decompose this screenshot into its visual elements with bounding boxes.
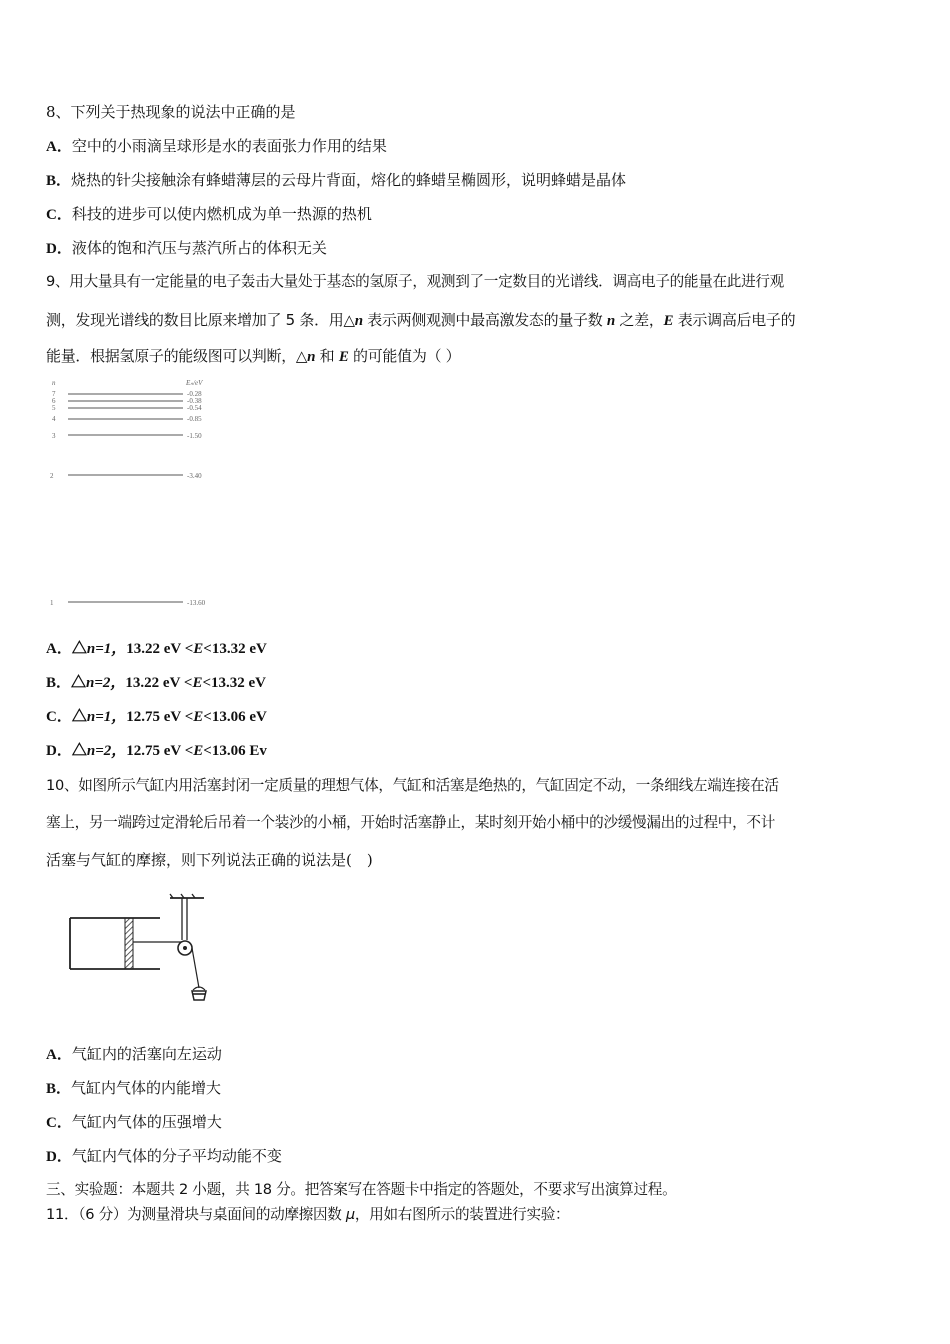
option-letter: B． — [46, 675, 72, 691]
text: 表示调高后电子的 — [673, 311, 796, 329]
text: 的可能值为（ ） — [348, 347, 461, 365]
q10-option-b — [46, 1078, 221, 1099]
q10-option-c — [46, 1112, 222, 1133]
math-e: E — [193, 709, 204, 725]
option-letter: D． — [46, 241, 72, 257]
option-text: 气缸内气体的分子平均动能不变 — [71, 1147, 282, 1165]
q8-option-d — [46, 238, 327, 259]
option-range: 12.75 eV < — [126, 709, 194, 725]
q9-option-a — [46, 639, 267, 659]
level-n: 5 — [52, 404, 56, 412]
option-letter: A． — [46, 1047, 72, 1063]
q10-option-a — [46, 1044, 222, 1065]
q8-stem: 8、下列关于热现象的说法中正确的是 — [46, 103, 296, 121]
math-n: n — [606, 313, 615, 329]
option-upper: <13.06 eV — [203, 709, 267, 725]
text: 能量．根据氢原子的能级图可以判断，△ — [46, 347, 308, 365]
option-dn: n=2， — [86, 675, 126, 691]
q8-option-a — [46, 136, 387, 157]
math-e: E — [193, 743, 204, 759]
level-energy: -0.38 — [187, 397, 202, 405]
option-range: 12.75 eV < — [126, 743, 194, 759]
level-n: 7 — [52, 390, 56, 398]
level-energy: -13.60 — [187, 599, 206, 607]
delta-symbol: △ — [71, 743, 87, 759]
cylinder-pulley-diagram — [60, 880, 220, 1010]
math-e: E — [338, 349, 349, 365]
delta-symbol: △ — [71, 641, 87, 657]
option-text: 烧热的针尖接触涂有蜂蜡薄层的云母片背面，熔化的蜂蜡呈椭圆形，说明蜂蜡是晶体 — [71, 171, 627, 189]
axis-n-label: n — [52, 379, 56, 387]
option-letter: C． — [46, 709, 72, 725]
text: 测，发现光谱线的数目比原来增加了 5 条．用△ — [46, 311, 355, 329]
option-letter: D． — [46, 1149, 72, 1165]
option-text: 气缸内的活塞向左运动 — [71, 1045, 222, 1063]
level-n: 2 — [50, 472, 54, 480]
axis-e-label: Eₙ/eV — [186, 379, 203, 387]
option-letter: B． — [46, 1081, 72, 1097]
option-letter: B． — [46, 173, 72, 189]
q8-option-c — [46, 204, 372, 225]
text: 表示两侧观测中最高激发态的量子数 — [362, 311, 607, 329]
level-energy: -0.54 — [187, 404, 202, 412]
option-upper: <13.32 eV — [202, 675, 267, 691]
option-upper: <13.06 Ev — [203, 743, 267, 759]
delta-symbol: △ — [71, 709, 87, 725]
option-dn: n=1， — [86, 709, 127, 725]
option-range: 13.22 eV < — [125, 675, 193, 691]
option-text: 科技的进步可以使内燃机成为单一热源的热机 — [71, 205, 372, 223]
section-heading: 三、实验题：本题共 2 小题，共 18 分。把答案写在答题卡中指定的答题处，不要求写出演算过程。 — [46, 1181, 677, 1198]
level-energy: -1.50 — [187, 432, 202, 440]
option-dn: n=1， — [86, 641, 127, 657]
level-n: 3 — [52, 432, 56, 440]
option-dn: n=2， — [86, 743, 127, 759]
energy-level-diagram — [46, 378, 226, 610]
text: ，用如右图所示的装置进行实验： — [354, 1206, 570, 1223]
text: 之差， — [614, 311, 664, 329]
option-range: 13.22 eV < — [126, 641, 194, 657]
level-n: 6 — [52, 397, 56, 405]
math-mu: μ — [345, 1206, 355, 1223]
text: 11．（6 分）为测量滑块与桌面间的动摩擦因数 — [46, 1206, 346, 1223]
math-n: n — [354, 313, 363, 329]
cylinder-piston-icon — [60, 880, 220, 1010]
option-letter: A． — [46, 641, 72, 657]
option-letter: C． — [46, 1115, 72, 1131]
q10-stem-line1: 10、如图所示气缸内用活塞封闭一定质量的理想气体，气缸和活塞是绝热的，气缸固定不动，一条细线左端连接在活 — [46, 777, 779, 794]
q10-stem-line3: 活塞与气缸的摩擦，则下列说法正确的说法是( ) — [46, 851, 373, 869]
q9-stem-line2 — [46, 310, 795, 331]
level-energy: -3.40 — [187, 472, 202, 480]
q8-option-b — [46, 170, 626, 191]
option-letter: A． — [46, 139, 72, 155]
math-n: n — [307, 349, 316, 365]
level-energy: -0.28 — [187, 390, 202, 398]
q10-option-d — [46, 1146, 282, 1167]
level-n: 4 — [52, 415, 56, 423]
option-text: 气缸内气体的内能增大 — [71, 1079, 222, 1097]
q9-option-d — [46, 741, 267, 761]
option-letter: C． — [46, 207, 72, 223]
math-e: E — [193, 641, 204, 657]
level-energy: -0.85 — [187, 415, 202, 423]
q9-option-c — [46, 707, 267, 727]
q11-stem — [46, 1205, 569, 1225]
option-upper: <13.32 eV — [203, 641, 267, 657]
q9-option-b — [46, 673, 266, 693]
option-text: 空中的小雨滴呈球形是水的表面张力作用的结果 — [71, 137, 387, 155]
level-n: 1 — [50, 599, 54, 607]
option-text: 液体的饱和汽压与蒸汽所占的体积无关 — [71, 239, 327, 257]
delta-symbol: △ — [71, 675, 87, 691]
q9-stem-line1: 9、用大量具有一定能量的电子轰击大量处于基态的氢原子，观测到了一定数目的光谱线．调高电子的能量在此进行观 — [46, 273, 784, 290]
q10-stem-line2: 塞上，另一端跨过定滑轮后吊着一个装沙的小桶，开始时活塞静止，某时刻开始小桶中的沙缓慢漏出的过程中，不计 — [46, 814, 775, 831]
math-e: E — [192, 675, 203, 691]
option-text: 气缸内气体的压强增大 — [71, 1113, 222, 1131]
q9-stem-line3 — [46, 346, 460, 367]
option-letter: D． — [46, 743, 72, 759]
math-e: E — [663, 313, 674, 329]
text: 和 — [315, 347, 339, 365]
